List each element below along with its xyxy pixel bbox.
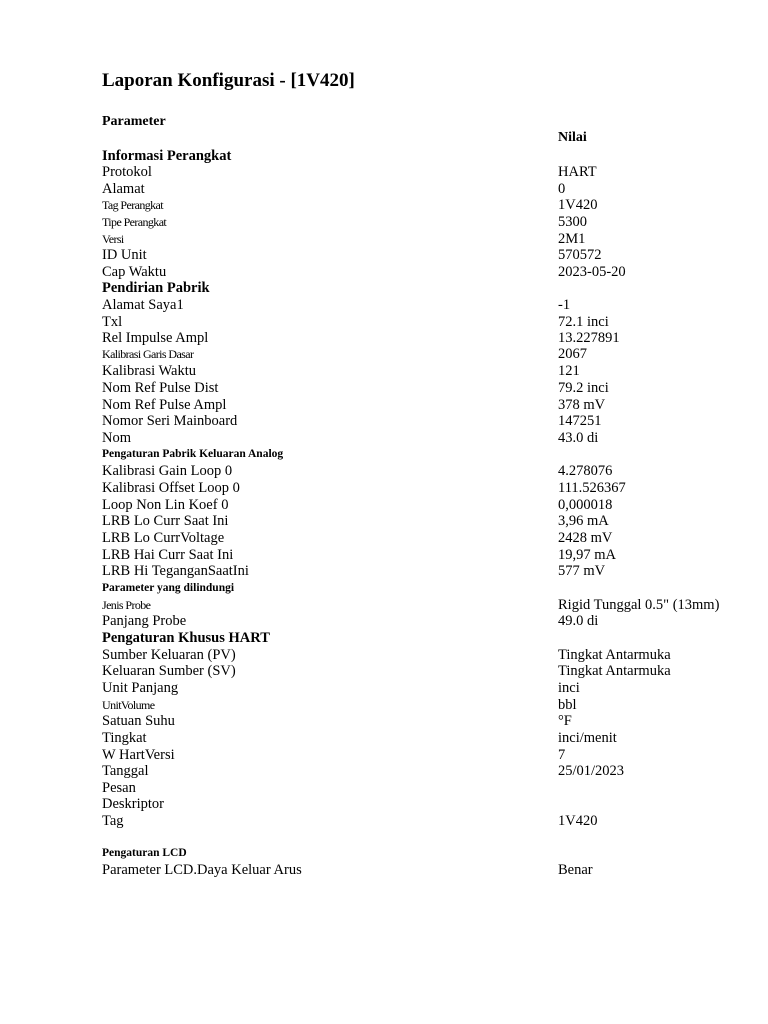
parameter-value: 0 [558, 181, 566, 197]
parameter-value: 111.526367 [558, 480, 626, 496]
parameter-value: HART [558, 164, 597, 180]
parameter-label: LRB Hi TeganganSaatIni [102, 563, 249, 579]
parameter-label: Jenis Probe [102, 598, 151, 612]
parameter-value: 1V420 [558, 197, 598, 213]
parameter-label: Pesan [102, 780, 136, 796]
parameter-label: Nomor Seri Mainboard [102, 413, 238, 429]
parameter-value: 49.0 di [558, 613, 599, 629]
parameter-label: Alamat [102, 181, 145, 197]
parameter-value: 79.2 inci [558, 380, 609, 396]
parameter-value: 72.1 inci [558, 314, 609, 330]
parameter-label: Versi [102, 232, 124, 246]
parameter-label: Tingkat [102, 730, 147, 746]
parameter-value: 13.227891 [558, 330, 620, 346]
section-heading: Pendirian Pabrik [102, 280, 210, 296]
parameter-value: 1V420 [558, 813, 598, 829]
parameter-value: 570572 [558, 247, 602, 263]
parameter-label: Tanggal [102, 763, 149, 779]
section-heading: Pengaturan LCD [102, 847, 187, 859]
parameter-label: W HartVersi [102, 747, 175, 763]
parameter-label: Cap Waktu [102, 264, 167, 280]
parameter-label: Nom Ref Pulse Dist [102, 380, 219, 396]
parameter-label: Rel Impulse Ampl [102, 330, 209, 346]
parameter-value: 4.278076 [558, 463, 613, 479]
parameter-label: Satuan Suhu [102, 713, 175, 729]
parameter-label: Keluaran Sumber (SV) [102, 663, 236, 679]
parameter-value: Tingkat Antarmuka [558, 647, 671, 663]
parameter-value: 19,97 mA [558, 547, 616, 563]
parameter-value: -1 [558, 297, 571, 313]
parameter-label: LRB Lo CurrVoltage [102, 530, 225, 546]
parameter-value: Tingkat Antarmuka [558, 663, 671, 679]
parameter-value: 3,96 mA [558, 513, 609, 529]
parameter-label: Kalibrasi Garis Dasar [102, 347, 194, 361]
section-heading: Informasi Perangkat [102, 148, 232, 164]
parameter-label: Deskriptor [102, 796, 165, 812]
parameter-value: 2M1 [558, 231, 586, 247]
parameter-label: Loop Non Lin Koef 0 [102, 497, 229, 513]
parameter-label: Kalibrasi Offset Loop 0 [102, 480, 240, 496]
report-title: Laporan Konfigurasi - [1V420] [102, 70, 355, 91]
parameter-label: Protokol [102, 164, 152, 180]
parameter-value: 577 mV [558, 563, 606, 579]
parameter-label: Nom Ref Pulse Ampl [102, 397, 227, 413]
parameter-value: 0,000018 [558, 497, 613, 513]
parameter-label: Nom [102, 430, 131, 446]
parameter-value: 7 [558, 747, 566, 763]
parameter-label: UnitVolume [102, 698, 155, 712]
parameter-value: 378 mV [558, 397, 606, 413]
parameter-label: LRB Hai Curr Saat Ini [102, 547, 234, 563]
parameter-value: inci [558, 680, 580, 696]
parameter-label: Sumber Keluaran (PV) [102, 647, 236, 663]
parameter-value: °F [558, 713, 572, 729]
parameter-value: Benar [558, 862, 593, 878]
parameter-value: bbl [558, 697, 577, 713]
parameter-value: 2428 mV [558, 530, 613, 546]
parameter-label: LRB Lo Curr Saat Ini [102, 513, 229, 529]
parameter-label: ID Unit [102, 247, 147, 263]
parameter-value: 2023-05-20 [558, 264, 626, 280]
parameter-value: inci/menit [558, 730, 617, 746]
parameter-label: Tipe Perangkat [102, 215, 167, 229]
parameter-value: 2067 [558, 346, 587, 362]
parameter-value: Rigid Tunggal 0.5" (13mm) [558, 597, 720, 613]
parameter-value: 25/01/2023 [558, 763, 625, 779]
parameter-value: 43.0 di [558, 430, 599, 446]
parameter-label: Alamat Saya1 [102, 297, 184, 313]
parameter-label: Unit Panjang [102, 680, 179, 696]
parameter-label: Tag [102, 813, 124, 829]
section-heading: Pengaturan Khusus HART [102, 630, 270, 646]
parameter-label: Tag Perangkat [102, 198, 164, 212]
parameter-label: Parameter LCD.Daya Keluar Arus [102, 862, 302, 878]
parameter-label: Txl [102, 314, 123, 330]
parameter-value: 5300 [558, 214, 587, 230]
parameter-value: 147251 [558, 413, 602, 429]
parameter-column-header: Parameter [102, 114, 166, 129]
value-column-header: Nilai [558, 130, 587, 145]
parameter-value: 121 [558, 363, 580, 379]
parameter-label: Kalibrasi Gain Loop 0 [102, 463, 233, 479]
section-heading: Pengaturan Pabrik Keluaran Analog [102, 448, 284, 460]
parameter-label: Kalibrasi Waktu [102, 363, 197, 379]
section-heading: Parameter yang dilindungi [102, 582, 235, 594]
parameter-label: Panjang Probe [102, 613, 187, 629]
